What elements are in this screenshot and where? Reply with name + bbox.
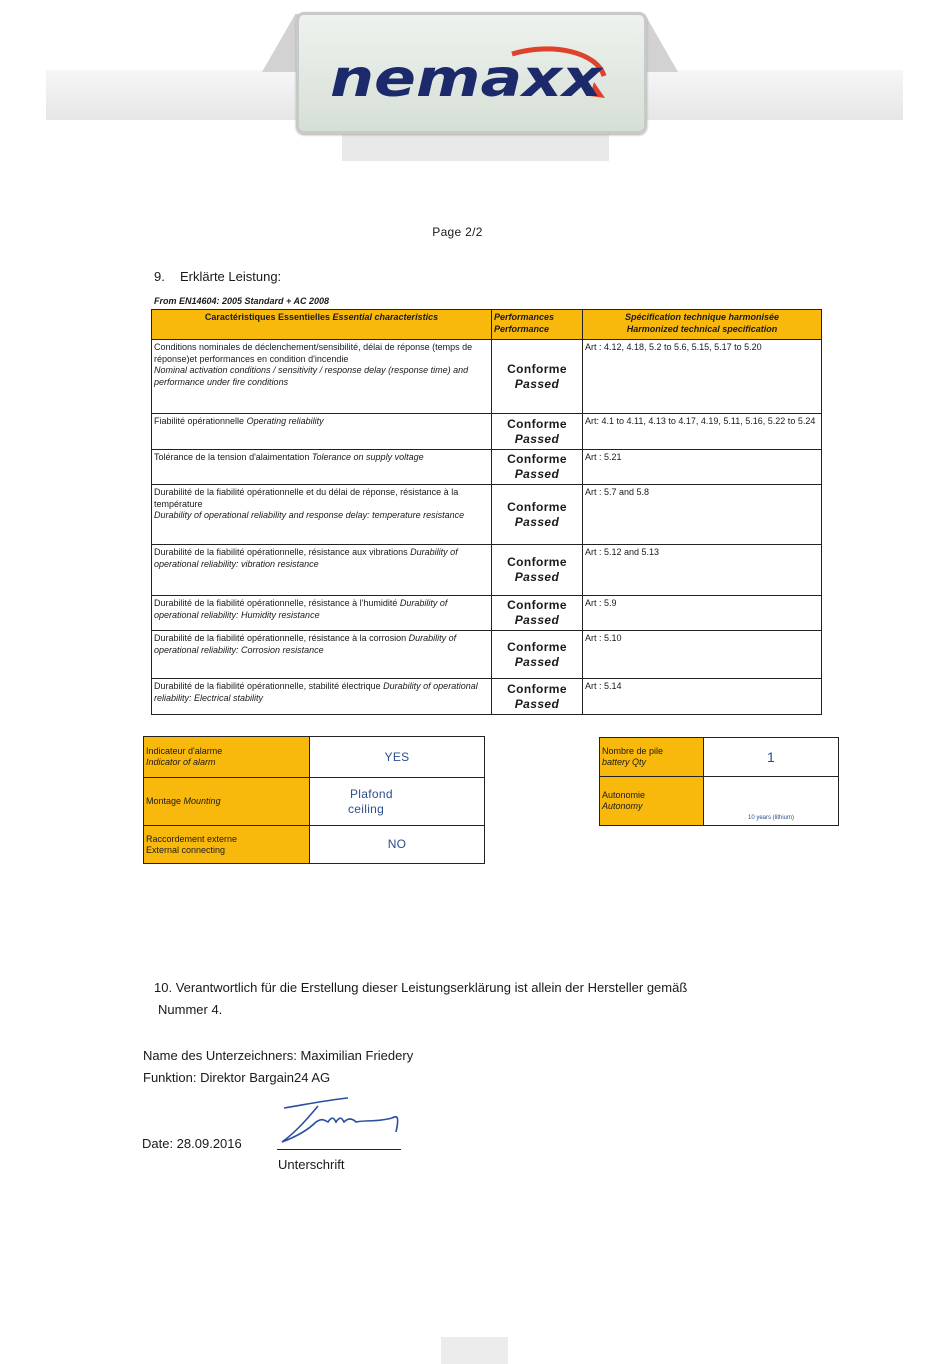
autonomy-value: 10 years (lithium) (704, 777, 839, 826)
section-10 (154, 977, 687, 1021)
row-specification: Art : 5.10 (583, 631, 822, 679)
header-performance: Performances Performance (492, 310, 583, 340)
table-row (152, 340, 822, 414)
signature-caption: Unterschrift (278, 1157, 345, 1172)
table-row (152, 450, 822, 485)
row-specification: Art : 5.12 and 5.13 (583, 545, 822, 596)
row-characteristic: Tolérance de la tension d'alaimentation Tolerance on supply voltage (152, 450, 492, 485)
alarm-indicator-value: YES (310, 737, 485, 778)
battery-table (599, 737, 839, 826)
row-specification: Art : 4.12, 4.18, 5.2 to 5.6, 5.15, 5.17 to 5.20 (583, 340, 822, 414)
handwritten-signature (278, 1096, 404, 1146)
table-row (144, 826, 485, 864)
table-row (152, 414, 822, 450)
standard-source: From EN14604: 2005 Standard + AC 2008 (154, 296, 329, 306)
row-performance: Conforme Passed (492, 414, 583, 450)
table-header-row (152, 310, 822, 340)
section-10-line2: Nummer 4. (158, 1002, 223, 1017)
external-connecting-value: NO (310, 826, 485, 864)
row-characteristic: Durabilité de la fiabilité opérationnelle, stabilité électrique Durability of operational reliability: Electrical stability (152, 679, 492, 715)
signature-line (277, 1149, 401, 1150)
signer-block (143, 1045, 413, 1089)
battery-qty-label: Nombre de pile battery Qty (600, 738, 704, 777)
external-connecting-label: Raccordement externe External connecting (144, 826, 310, 864)
autonomy-label: Autonomie Autonomy (600, 777, 704, 826)
footer-tab (441, 1337, 508, 1364)
signature-date: Date: 28.09.2016 (142, 1136, 242, 1151)
device-properties-table (143, 736, 485, 864)
table-row (600, 777, 839, 826)
alarm-indicator-label: Indicateur d'alarme Indicator of alarm (144, 737, 310, 778)
row-specification: Art : 5.14 (583, 679, 822, 715)
table-row (152, 679, 822, 715)
section-10-number: 10. (154, 980, 173, 995)
row-performance: Conforme Passed (492, 596, 583, 631)
section-9-number: 9. (154, 269, 165, 284)
row-specification: Art: 4.1 to 4.11, 4.13 to 4.17, 4.19, 5.11, 5.16, 5.22 to 5.24 (583, 414, 822, 450)
table-row (152, 596, 822, 631)
row-characteristic: Fiabilité opérationnelle Operating reliability (152, 414, 492, 450)
header-characteristics: Caractéristiques Essentielles Essential characteristics (152, 310, 492, 340)
row-performance: Conforme Passed (492, 679, 583, 715)
table-row (600, 738, 839, 777)
logo-text: nemaxx (330, 49, 604, 106)
row-specification: Art : 5.7 and 5.8 (583, 485, 822, 545)
row-specification: Art : 5.21 (583, 450, 822, 485)
table-row (144, 778, 485, 826)
page-number: Page 2/2 (432, 225, 483, 239)
mounting-value: Plafond ceiling (310, 778, 485, 826)
row-characteristic: Durabilité de la fiabilité opérationnelle, résistance à la corrosion Durability of operational reliability: Corrosion resistance (152, 631, 492, 679)
battery-qty-value: 1 (704, 738, 839, 777)
row-characteristic: Durabilité de la fiabilité opérationnelle, résistance à l'humidité Durability of operational reliability: Humidity resistance (152, 596, 492, 631)
row-characteristic: Durabilité de la fiabilité opérationnelle, résistance aux vibrations Durability of operational reliability: vibration resistance (152, 545, 492, 596)
table-row (152, 485, 822, 545)
signer-function: Funktion: Direktor Bargain24 AG (143, 1070, 331, 1085)
signer-name: Name des Unterzeichners: Maximilian Friedery (143, 1048, 414, 1063)
row-characteristic: Conditions nominales de déclenchement/sensibilité, délai de réponse (temps de réponse)et performances en condition d'incendie Nominal activation conditions / sensitivity / response delay (response time) and performance under fire conditions (152, 340, 492, 414)
row-performance: Conforme Passed (492, 450, 583, 485)
table-row (152, 545, 822, 596)
row-characteristic: Durabilité de la fiabilité opérationnelle et du délai de réponse, résistance à la température Durability of operational reliability and response delay: temperature resistance (152, 485, 492, 545)
header-specification: Spécification technique harmonisée Harmonized technical specification (583, 310, 822, 340)
nemaxx-logo (322, 46, 612, 106)
section-9-heading (154, 269, 281, 284)
row-performance: Conforme Passed (492, 340, 583, 414)
row-performance: Conforme Passed (492, 631, 583, 679)
section-10-line1: Verantwortlich für die Erstellung dieser Leistungserklärung ist allein der Hersteller gemäß (175, 980, 688, 995)
row-performance: Conforme Passed (492, 485, 583, 545)
row-performance: Conforme Passed (492, 545, 583, 596)
row-specification: Art : 5.9 (583, 596, 822, 631)
performance-table (151, 309, 822, 715)
table-row (144, 737, 485, 778)
section-9-title: Erklärte Leistung: (180, 269, 282, 284)
table-row (152, 631, 822, 679)
mounting-label: Montage Mounting (144, 778, 310, 826)
